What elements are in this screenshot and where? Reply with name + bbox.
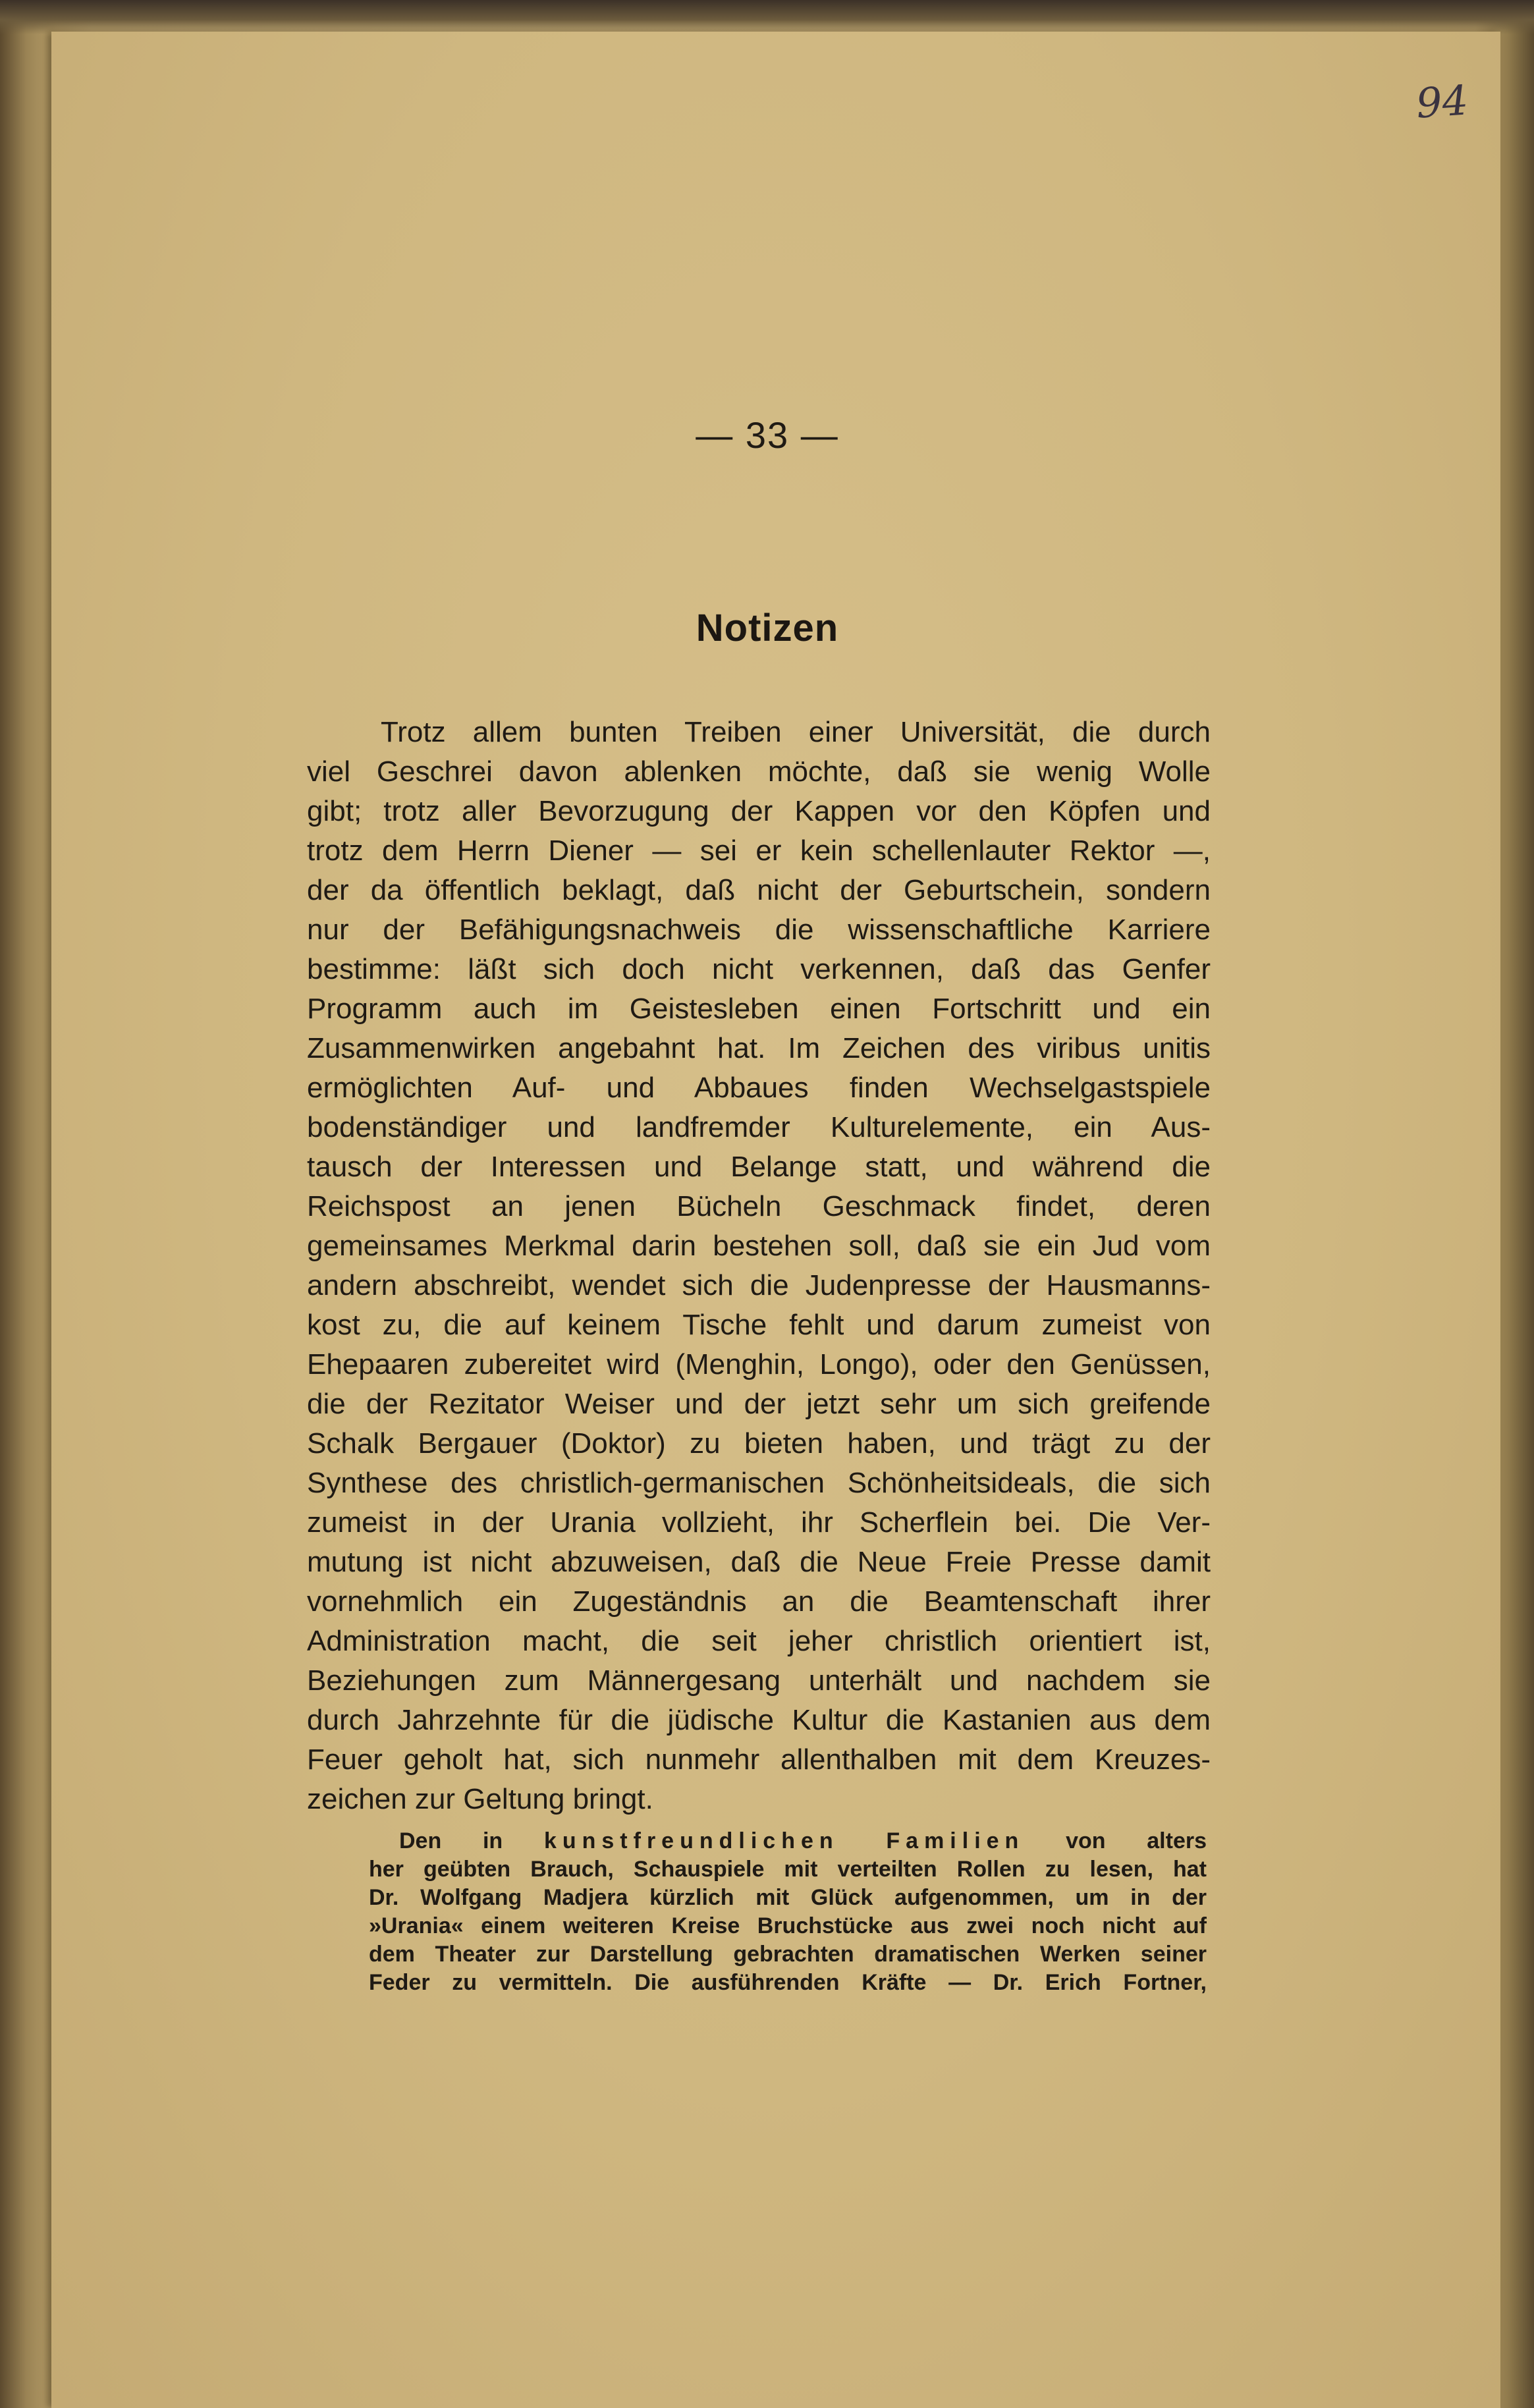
body-line: ermöglichten Auf- und Abbaues finden Wechselgastspiele: [307, 1072, 1211, 1104]
scan-top-edge: [0, 0, 1534, 34]
note-line: »Urania« einem weiteren Kreise Bruchstücke aus zwei noch nicht auf: [369, 1913, 1207, 1938]
note-line: her geübten Brauch, Schauspiele mit verteilten Rollen zu lesen, hat: [369, 1857, 1207, 1882]
body-line: viel Geschrei davon ablenken möchte, daß sie wenig Wolle: [307, 755, 1211, 788]
body-line: Schalk Bergauer (Doktor) zu bieten haben, und trägt zu der: [307, 1427, 1211, 1460]
note-lead-rest: von alters: [1066, 1828, 1207, 1853]
body-line: trotz dem Herrn Diener — sei er kein schellenlauter Rektor —,: [307, 835, 1211, 867]
note-line: dem Theater zur Darstellung gebrachten dramatischen Werken seiner: [369, 1942, 1207, 1967]
handwritten-folio-number: 94: [1414, 76, 1470, 128]
body-line: Synthese des christlich-germanischen Schönheitsideals, die sich: [307, 1467, 1211, 1499]
note-line: [369, 1827, 1207, 1855]
body-text: [307, 713, 1211, 1819]
body-line: zumeist in der Urania vollzieht, ihr Scherflein bei. Die Ver-: [307, 1506, 1211, 1539]
body-line: kost zu, die auf keinem Tische fehlt und darum zumeist von: [307, 1309, 1211, 1341]
page-number: — 33 —: [696, 414, 839, 456]
body-line: der da öffentlich beklagt, daß nicht der Geburtschein, sondern: [307, 874, 1211, 906]
body-line: vornehmlich ein Zugeständnis an die Beamtenschaft ihrer: [307, 1585, 1211, 1618]
note-spaced-emphasis: kunstfreundlichen Familien: [543, 1828, 1025, 1853]
section-heading: Notizen: [696, 607, 839, 649]
note-lead: Den in: [399, 1828, 503, 1853]
body-line: die der Rezitator Weiser und der jetzt sehr um sich greifende: [307, 1388, 1211, 1420]
body-line: bestimme: läßt sich doch nicht verkennen, daß das Genfer: [307, 953, 1211, 985]
body-line: gemeinsames Merkmal darin bestehen soll, daß sie ein Jud vom: [307, 1230, 1211, 1262]
note-line: Dr. Wolfgang Madjera kürzlich mit Glück aufgenommen, um in der: [369, 1885, 1207, 1910]
body-line: Programm auch im Geistesleben einen Fortschritt und ein: [307, 993, 1211, 1025]
body-line: tausch der Interessen und Belange statt, und während die: [307, 1151, 1211, 1183]
body-line: andern abschreibt, wendet sich die Judenpresse der Hausmanns-: [307, 1269, 1211, 1301]
note-line: Feder zu vermitteln. Die ausführenden Kräfte — Dr. Erich Fortner,: [369, 1970, 1207, 1995]
body-line: Trotz allem bunten Treiben einer Universität, die durch: [381, 716, 1211, 748]
small-print-note: [369, 1827, 1207, 1997]
body-line: zeichen zur Geltung bringt.: [307, 1783, 653, 1815]
body-line: Zusammenwirken angebahnt hat. Im Zeichen des viribus unitis: [307, 1032, 1211, 1064]
body-line: Administration macht, die seit jeher christlich orientiert ist,: [307, 1625, 1211, 1657]
body-line: durch Jahrzehnte für die jüdische Kultur die Kastanien aus dem: [307, 1704, 1211, 1736]
body-line: nur der Befähigungsnachweis die wissenschaftliche Karriere: [307, 914, 1211, 946]
body-line: mutung ist nicht abzuweisen, daß die Neue Freie Presse damit: [307, 1546, 1211, 1578]
body-line: Ehepaaren zubereitet wird (Menghin, Longo), oder den Genüssen,: [307, 1348, 1211, 1381]
body-line: gibt; trotz aller Bevorzugung der Kappen vor den Köpfen und: [307, 795, 1211, 827]
body-line: bodenständiger und landfremder Kulturelemente, ein Aus-: [307, 1111, 1211, 1143]
body-line: Feuer geholt hat, sich nunmehr allenthalben mit dem Kreuzes-: [307, 1743, 1211, 1776]
body-line: Reichspost an jenen Bücheln Geschmack findet, deren: [307, 1190, 1211, 1222]
body-line: Beziehungen zum Männergesang unterhält und nachdem sie: [307, 1664, 1211, 1697]
